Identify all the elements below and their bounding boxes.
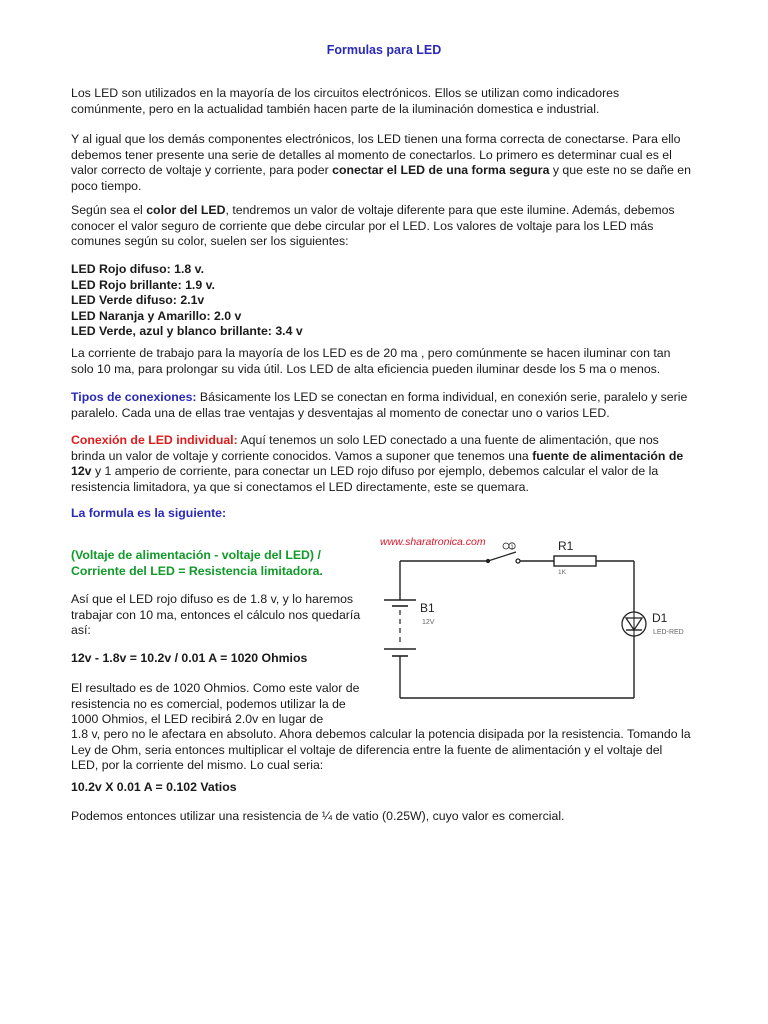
bold-phrase: conectar el LED de una forma segura	[332, 163, 550, 178]
formula-text	[71, 548, 371, 579]
text-segment: Según sea el	[71, 203, 147, 217]
text-segment: Aquí tenemos un solo LED conectado a una fuente de alimentación, que nos brinda un valor de voltaje y corriente conocidos. Vamos a suponer que tenemos una	[71, 433, 659, 463]
heading-text: La formula es la siguiente:	[71, 506, 227, 520]
led-diode-icon	[622, 612, 646, 636]
list-item: LED Naranja y Amarillo: 2.0 v	[71, 308, 242, 323]
paragraph-example: Así que el LED rojo difuso es de 1.8 v, y lo haremos trabajar con 10 ma, entonces el cálculo nos quedaría así:	[71, 592, 361, 638]
paragraph-result-cont: 1.8 v, pero no le afectara en absoluto. Ahora debemos calcular la potencia disipada por la resistencia. Tomando la Ley de Ohm, seria entonces multiplicar el voltaje de diferencia entre la fuente de alimentación y el voltaje del LED, por la corriente del mismo. Lo cual seria:	[71, 727, 691, 773]
led-label: D1	[652, 611, 668, 625]
paragraph-color	[71, 203, 691, 250]
calc-text: 10.2v X 0.01 A = 0.102 Vatios	[71, 780, 237, 794]
text-segment: Básicamente los LED se conectan en forma individual, en conexión serie, paralelo y serie paralelo. Cada una de ellas trae ventajas y desventajas al momento de conectar uno o varios LED.	[71, 390, 688, 420]
paragraph-individual	[71, 433, 691, 495]
section-label: Tipos de conexiones:	[71, 390, 197, 404]
paragraph-connection	[71, 132, 691, 194]
list-item: LED Rojo difuso: 1.8 v.	[71, 262, 204, 276]
paragraph-result: El resultado es de 1020 Ohmios. Como este valor de resistencia no es comercial, podemos utilizar la de 1000 Ohmios, el LED recibirá 2.0v en lugar de	[71, 681, 360, 727]
paragraph-intro: Los LED son utilizados en la mayoría de los circuitos electrónicos. Ellos se utilizan como indicadores comúnmente, pero en la actualidad también hacen parte de la iluminación domestica e industrial.	[71, 86, 620, 116]
section-label: Conexión de LED individual:	[71, 433, 238, 447]
battery-value: 12V	[422, 619, 435, 626]
bold-phrase: color del LED	[146, 203, 226, 217]
list-item: LED Verde difuso: 2.1v	[71, 293, 205, 308]
resistor-value: 1K	[558, 569, 566, 576]
list-item: LED Verde, azul y blanco brillante: 3.4 v	[71, 324, 303, 339]
watermark-text: www.sharatronica.com	[380, 536, 486, 548]
battery-label: B1	[420, 601, 435, 615]
document-title: Formulas para LED	[326, 43, 442, 57]
led-voltage-list	[71, 262, 691, 340]
text-segment: , tendremos un valor de voltaje diferente para que este ilumine. Además, debemos conocer el valor seguro de corriente que debe circular por el LED. Los valores de voltaje para los LED más comunes según su color, suelen ser los siguientes:	[71, 203, 675, 249]
paragraph-current: La corriente de trabajo para la mayoría de los LED es de 20 ma , pero comúnmente se hacen iluminar con tan solo 10 ma, para prolongar su vida útil. Los LED de alta eficiencia pueden iluminar desde los 5 ma o menos.	[71, 346, 671, 376]
paragraph-conclusion: Podemos entonces utilizar una resistencia de ¼ de vatio (0.25W), cuyo valor es comercial.	[71, 809, 565, 823]
bold-phrase: fuente de alimentación de 12v	[71, 448, 684, 479]
battery-icon	[384, 600, 416, 656]
formula: (Voltaje de alimentación - voltaje del LED) / Corriente del LED = Resistencia limitadora.	[71, 548, 323, 578]
list-item: LED Rojo brillante: 1.9 v.	[71, 277, 215, 292]
calc-text: 12v - 1.8v = 10.2v / 0.01 A = 1020 Ohmios	[71, 651, 308, 665]
resistor-icon	[554, 556, 596, 566]
paragraph-types	[71, 390, 691, 421]
text-segment: y que este no se dañe en poco tiempo.	[71, 163, 691, 193]
calculation-power	[71, 780, 691, 796]
text-segment: y 1 amperio de corriente, para conectar un LED rojo difuso por ejemplo, debemos calcular el valor de la resistencia limitadora, ya que si conectamos el LED directamente, este se quemara.	[71, 464, 659, 494]
switch-icon	[487, 552, 521, 563]
switch-label: 1	[510, 544, 514, 551]
circuit-diagram	[370, 530, 700, 710]
text-segment: Y al igual que los demás componentes electrónicos, los LED tienen una forma correcta de conectarse. Para ello debemos tener presente una serie de detalles al momento de conectarlos. Lo primero es determinar cual es el valor correcto de voltaje y corriente, para poder	[71, 132, 681, 178]
resistor-label: R1	[558, 539, 574, 553]
led-value: LED-RED	[653, 629, 684, 636]
formula-heading	[71, 506, 691, 522]
